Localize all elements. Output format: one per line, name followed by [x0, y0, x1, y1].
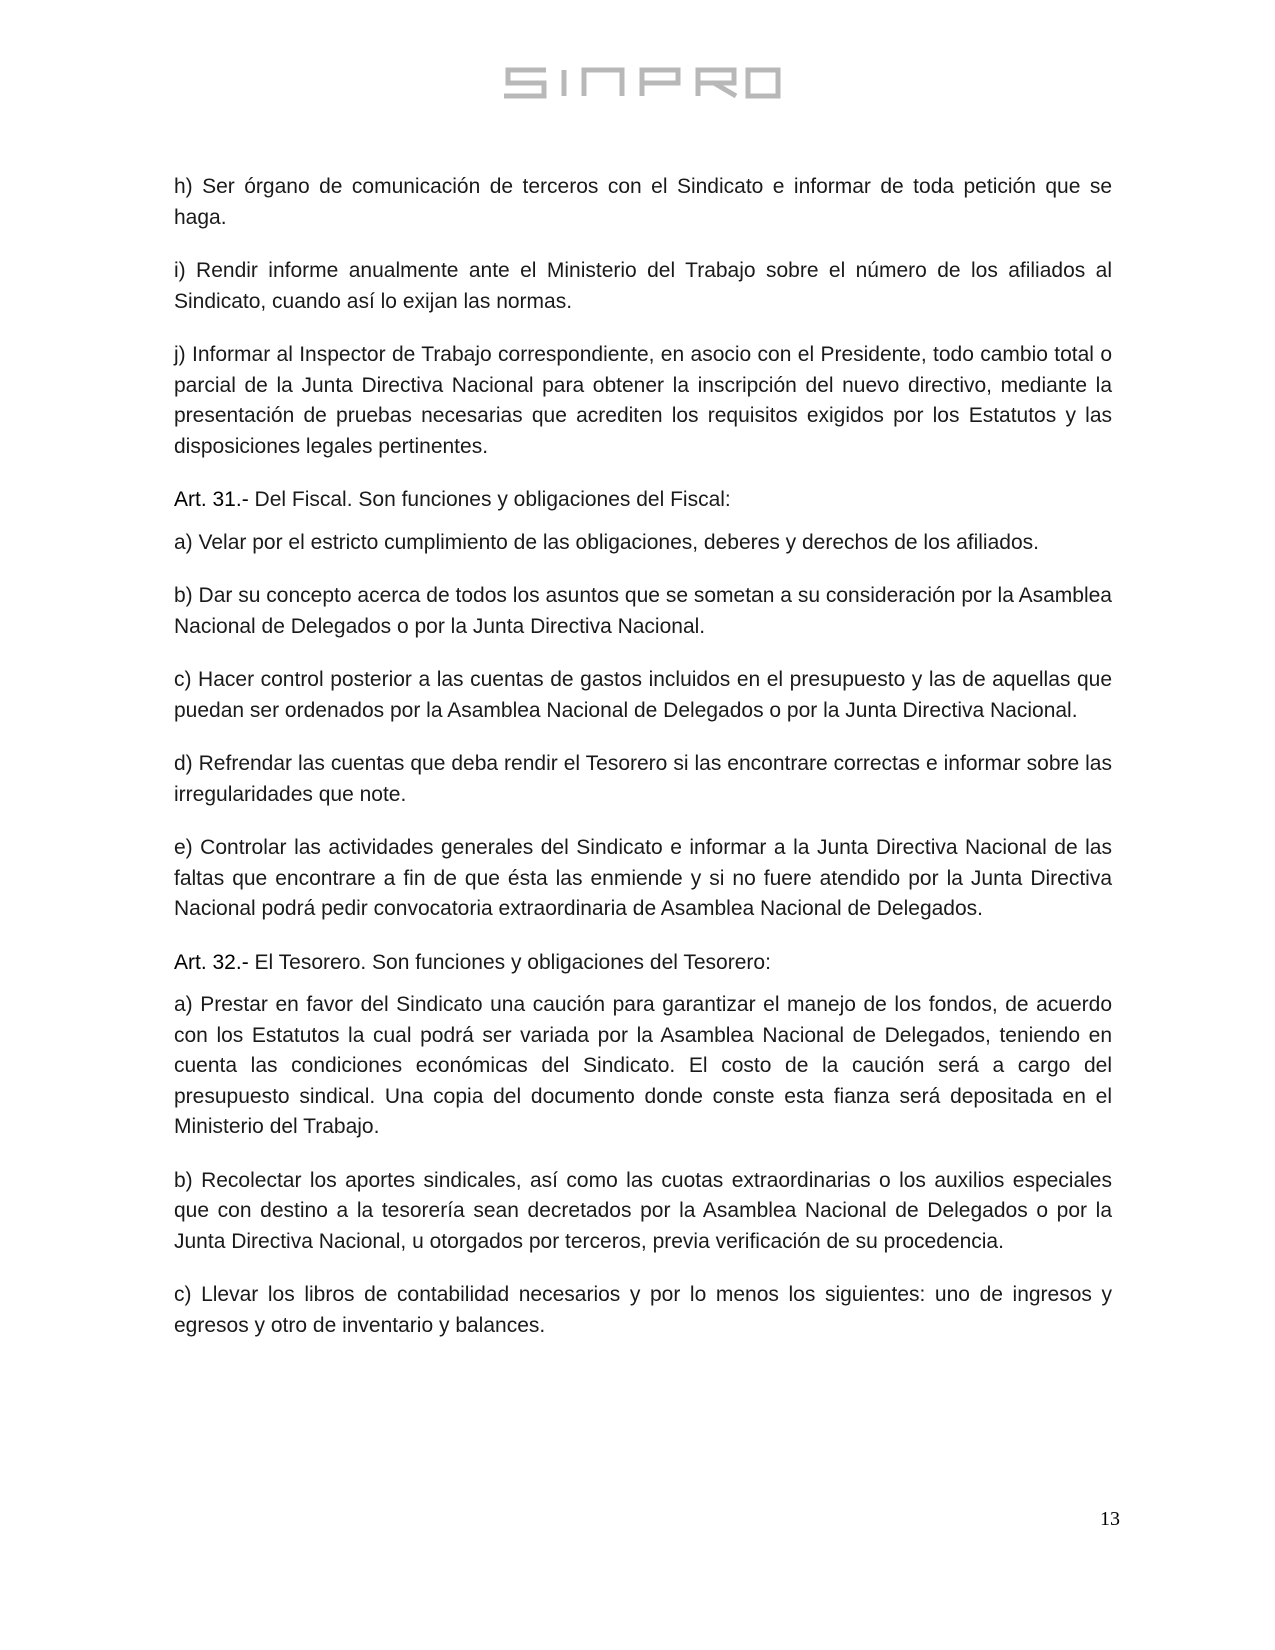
paragraph: j) Informar al Inspector de Trabajo correspondiente, en asocio con el Presidente, todo cambio total o parcial de la Junta Directiva Nacional para obtener la inscripción del nuevo directivo, mediante la presentación de pruebas necesarias que acrediten los requisitos exigidos por los Estatutos y las disposiciones legales pertinentes. [174, 343, 1112, 458]
paragraph: h) Ser órgano de comunicación de terceros con el Sindicato e informar de toda petición que se haga. [174, 175, 1112, 229]
article-number: Art. 32.- [174, 950, 249, 974]
article-number: Art. 31.- [174, 488, 249, 511]
article-title: Del Fiscal. Son funciones y obligaciones del Fiscal: [248, 488, 731, 511]
paragraph: e) Controlar las actividades generales del Sindicato e informar a la Junta Directiva Nacional de las faltas que encontrare a fin de que ésta las enmiende y si no fuere atendido por la Junta Directiva Nacional podrá pedir convocatoria extraordinaria de Asamblea Nacional de Delegados. [174, 836, 1112, 920]
page-number: 13 [1100, 1508, 1120, 1530]
sinpro-logo [502, 66, 782, 100]
article-heading [174, 485, 1112, 516]
document-body [174, 172, 1112, 1364]
paragraph: i) Rendir informe anualmente ante el Ministerio del Trabajo sobre el número de los afiliados al Sindicato, cuando así lo exijan las normas. [174, 259, 1112, 313]
paragraph: b) Dar su concepto acerca de todos los asuntos que se sometan a su consideración por la Asamblea Nacional de Delegados o por la Junta Directiva Nacional. [174, 584, 1112, 638]
paragraph: b) Recolectar los aportes sindicales, así como las cuotas extraordinarias o los auxilios especiales que con destino a la tesorería sean decretados por la Asamblea Nacional de Delegados o por la Junta Directiva Nacional, u otorgados por terceros, previa verificación de su procedencia. [174, 1168, 1112, 1253]
paragraph: a) Velar por el estricto cumplimiento de las obligaciones, deberes y derechos de los afiliados. [174, 530, 1039, 554]
paragraph: c) Hacer control posterior a las cuentas de gastos incluidos en el presupuesto y las de aquellas que puedan ser ordenados por la Asamblea Nacional de Delegados o por la Junta Directiva Nacional. [174, 668, 1112, 722]
paragraph: d) Refrendar las cuentas que deba rendir el Tesorero si las encontrare correctas e informar sobre las irregularidades que note. [174, 752, 1112, 806]
paragraph: c) Llevar los libros de contabilidad necesarios y por lo menos los siguientes: uno de ingresos y egresos y otro de inventario y balances. [174, 1283, 1112, 1337]
paragraph: a) Prestar en favor del Sindicato una caución para garantizar el manejo de los fondos, de acuerdo con los Estatutos la cual podrá ser variada por la Asamblea Nacional de Delegados, teniendo en cuenta las condiciones económicas del Sindicato. El costo de la caución será a cargo del presupuesto sindical. Una copia del documento donde conste esta fianza será depositada en el Ministerio del Trabajo. [174, 993, 1112, 1138]
article-heading [174, 948, 1112, 979]
article-title: El Tesorero. Son funciones y obligaciones del Tesorero: [248, 950, 771, 974]
